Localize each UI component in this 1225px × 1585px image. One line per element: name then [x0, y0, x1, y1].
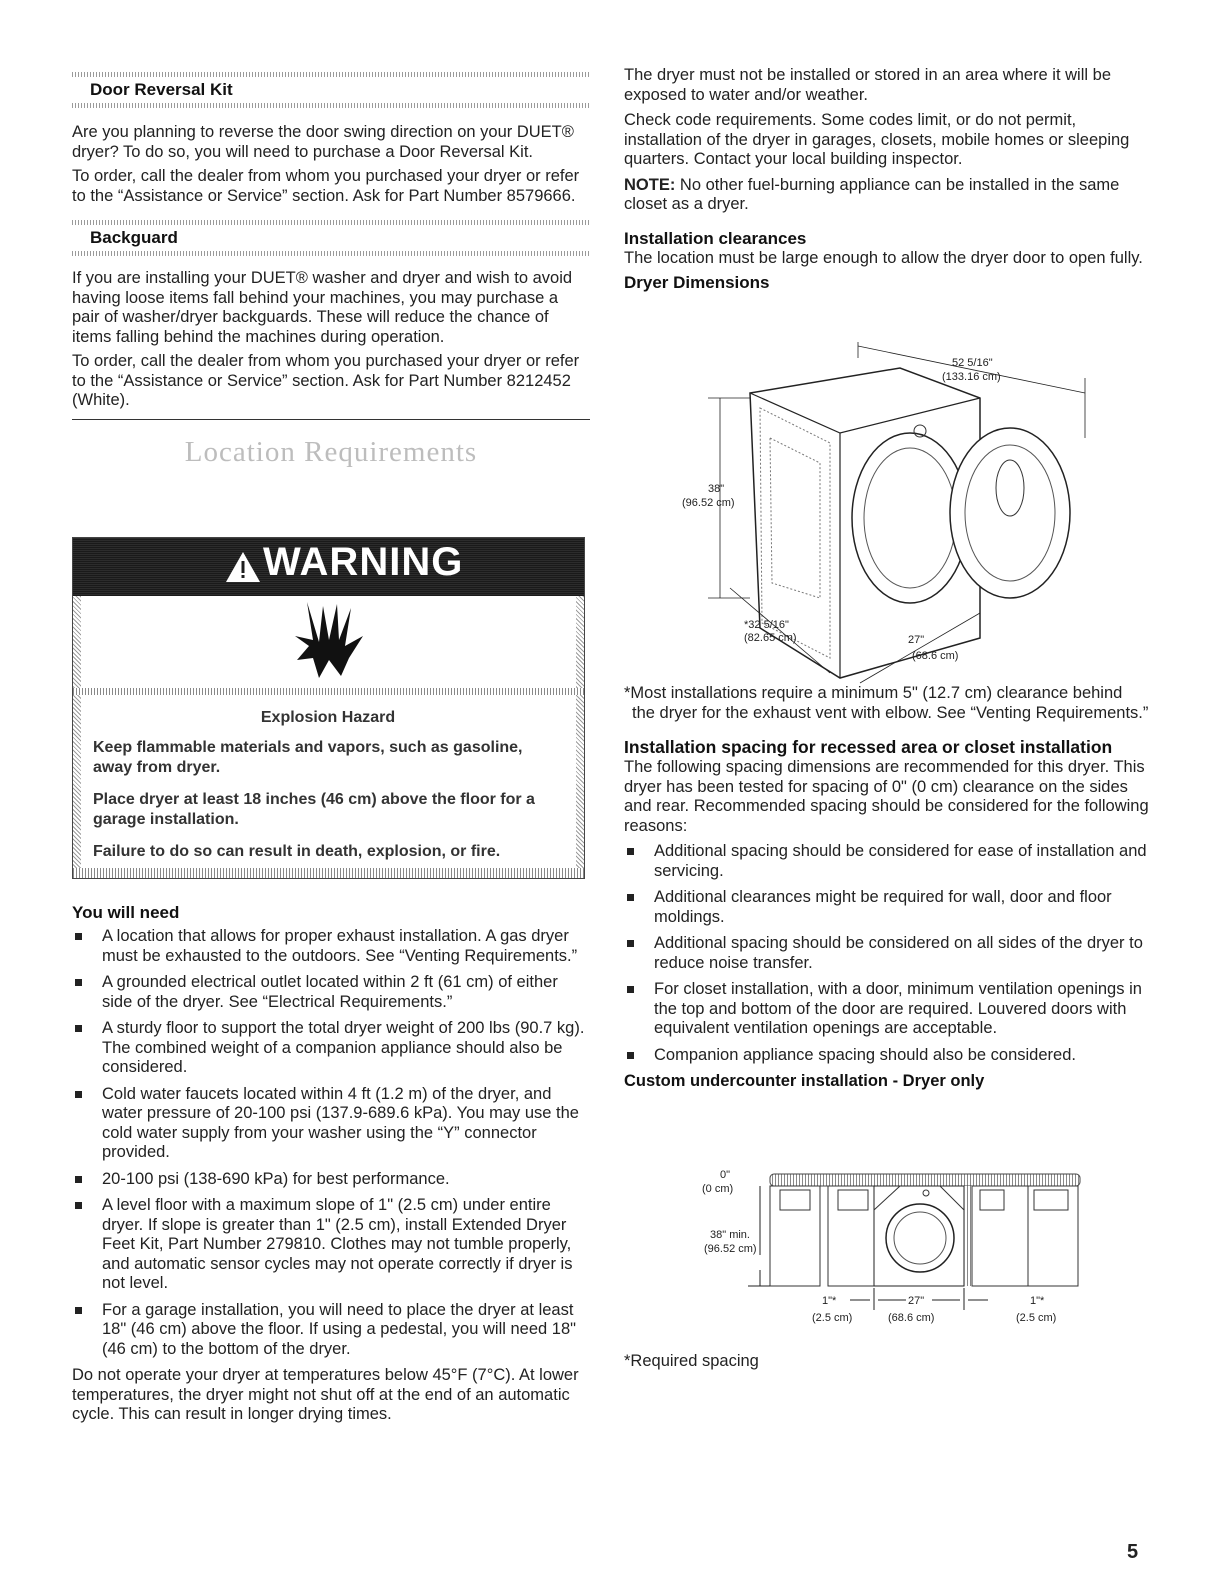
section-title: Location Requirements [184, 435, 478, 468]
list-item: Additional clearances might be required for wall, door and floor moldings. [624, 888, 1149, 927]
explosion-icon [293, 600, 365, 685]
list-item: Companion appliance spacing should also be considered. [624, 1046, 1149, 1066]
paragraph: The location must be large enough to allow the dryer door to open fully. [624, 248, 1143, 267]
paragraph: To order, call the dealer from whom you purchased your dryer or refer to the “Assistance or Service” section. Ask for Part Number 8212452 (White). [72, 352, 580, 409]
dimension-label: 52 5/16" [952, 357, 993, 369]
dimension-label: (96.52 cm) [682, 497, 735, 509]
spacing-section [624, 684, 1149, 1091]
dimension-label: (96.52 cm) [704, 1243, 757, 1255]
list-item: 20-100 psi (138-690 kPa) for best performance. [72, 1170, 590, 1190]
you-will-need-section [72, 903, 590, 1425]
dimension-label: (2.5 cm) [812, 1312, 853, 1324]
section-heading-door-reversal: Door Reversal Kit [90, 80, 233, 99]
list-item: A location that allows for proper exhaust installation. A gas dryer must be exhausted to the outdoors. See “Venting Requirements.” [72, 927, 590, 966]
warning-text: Keep flammable materials and vapors, such as gasoline, away from dryer. [93, 739, 523, 776]
dryer-dimensions-diagram [680, 338, 1100, 688]
section-heading-clearances: Installation clearances [624, 228, 807, 248]
divider [72, 103, 590, 108]
warning-banner [73, 538, 584, 596]
spacing-list [624, 842, 1149, 1065]
paragraph: To order, call the dealer from whom you purchased your dryer or refer to the “Assistance or Service” section. Ask for Part Number 8579666. [72, 167, 580, 205]
warning-text: Failure to do so can result in death, explosion, or fire. [93, 843, 501, 860]
paragraph: The following spacing dimensions are recommended for this dryer. This dryer has been tested for spacing of 0" (0 cm) clearance on the sides and rear. Recommended spacing should be considered for the following reasons: [624, 758, 1149, 835]
dimension-label: (68.6 cm) [912, 650, 959, 662]
dimension-label: (133.16 cm) [942, 371, 1001, 383]
divider [72, 251, 590, 256]
right-column [624, 0, 1149, 293]
footnote: *Most installations require a minimum 5" (12.7 cm) clearance behind the dryer for the exhaust vent with elbow. See “Venting Requirements.” [624, 684, 1149, 722]
note-paragraph [624, 176, 1149, 215]
dimension-label: 27" [908, 634, 925, 646]
note-label: NOTE: [624, 175, 676, 194]
divider [576, 596, 584, 878]
paragraph: Are you planning to reverse the door swing direction on your DUET® dryer? To do so, you will need to purchase a Door Reversal Kit. [72, 123, 574, 161]
page-number: 5 [1127, 1541, 1139, 1563]
dimension-label: 27" [908, 1295, 925, 1307]
list-item: For closet installation, with a door, minimum ventilation openings in the top and bottom of the door are required. Louvered doors with equivalent ventilation openings are acceptable. [624, 980, 1149, 1039]
divider [72, 419, 590, 420]
divider [73, 868, 584, 878]
section-heading-spacing: Installation spacing for recessed area or closet installation [624, 737, 1113, 757]
paragraph: Check code requirements. Some codes limit, or do not permit, installation of the dryer in garages, closets, mobile homes or sleeping quarters. Contact your local building inspector. [624, 111, 1130, 168]
list-item: A level floor with a maximum slope of 1" (2.5 cm) under entire dryer. If slope is greater than 1" (2.5 cm), install Extended Dryer Feet Kit, Part Number 279810. Clothes may not tumble properly, and automatic sensor cycles may not operate correctly if dryer is not level. [72, 1196, 590, 1294]
section-heading-you-will-need: You will need [72, 903, 180, 922]
section-heading-backguard: Backguard [90, 228, 178, 247]
paragraph: The dryer must not be installed or stored in an area where it will be exposed to water and/or weather. [624, 66, 1111, 104]
footnote: *Required spacing [624, 1352, 759, 1370]
divider [73, 688, 584, 695]
note-text: No other fuel-burning appliance can be installed in the same closet as a dryer. [624, 175, 1120, 213]
dimension-label: *32 5/16" [744, 619, 789, 631]
hazard-title: Explosion Hazard [260, 709, 396, 726]
dimension-label: 38" min. [710, 1229, 750, 1241]
list-item: A grounded electrical outlet located within 2 ft (61 cm) of either side of the dryer. See “Electrical Requirements.” [72, 973, 590, 1012]
dimension-label: (2.5 cm) [1016, 1312, 1057, 1324]
warning-box [72, 537, 585, 879]
requirements-list [72, 927, 590, 1359]
section-heading-dimensions: Dryer Dimensions [624, 273, 770, 292]
paragraph: Do not operate your dryer at temperatures below 45°F (7°C). At lower temperatures, the dryer might not shut off at the end of an automatic cycle. This can result in longer drying times. [72, 1366, 579, 1423]
paragraph: If you are installing your DUET® washer and dryer and wish to avoid having loose items fall behind your machines, you may purchase a pair of washer/dryer backguards. These will reduce the chance of items falling behind the machines during operation. [72, 269, 573, 346]
dimension-label: (68.6 cm) [888, 1312, 935, 1324]
divider [73, 596, 81, 878]
dimension-label: (0 cm) [702, 1183, 734, 1195]
dimension-label: (82.65 cm) [744, 632, 797, 644]
section-heading-undercounter: Custom undercounter installation - Dryer only [624, 1072, 985, 1090]
undercounter-diagram [700, 1160, 1100, 1310]
left-column [72, 0, 590, 469]
list-item: For a garage installation, you will need to place the dryer at least 18" (46 cm) above the floor. If using a pedestal, you will need 18" (46 cm) to the bottom of the dryer. [72, 1301, 590, 1360]
dimension-label: 0" [720, 1169, 731, 1181]
dimension-label: 1"* [1030, 1295, 1045, 1307]
warning-text: Place dryer at least 18 inches (46 cm) above the floor for a garage installation. [93, 791, 535, 828]
dimension-label: 1"* [822, 1295, 837, 1307]
list-item: Cold water faucets located within 4 ft (1.2 m) of the dryer, and water pressure of 20-100 psi (137.9-689.6 kPa). You may use the cold water supply from your washer using the “Y” connector provided. [72, 1085, 590, 1163]
dimension-label: 38" [708, 483, 725, 495]
list-item: Additional spacing should be considered for ease of installation and servicing. [624, 842, 1149, 881]
warning-label: WARNING [263, 540, 464, 584]
list-item: A sturdy floor to support the total dryer weight of 200 lbs (90.7 kg). The combined weight of a companion appliance should also be considered. [72, 1019, 590, 1078]
warning-triangle-icon [225, 551, 261, 588]
list-item: Additional spacing should be considered on all sides of the dryer to reduce noise transfer. [624, 934, 1149, 973]
